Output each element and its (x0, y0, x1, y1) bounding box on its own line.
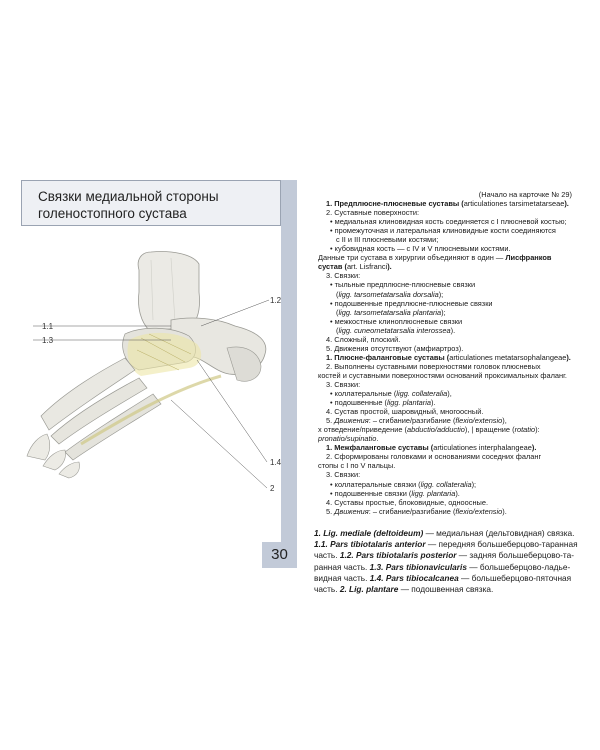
text-span: — задняя большеберцово-та- (456, 550, 575, 561)
text-span: articulationes tarsimetatarseae (463, 199, 565, 209)
text-span: ligg. collateralia (420, 479, 472, 489)
page-number: 30 (262, 542, 297, 568)
text-span: Движения (334, 416, 369, 426)
figure-caption (314, 528, 582, 595)
text-line (318, 389, 580, 398)
text-span: articulationes interphalangeae (433, 443, 532, 453)
text-span: Лисфранков (505, 253, 552, 263)
text-span: flexio/extensio (455, 416, 503, 426)
text-body (318, 190, 580, 516)
text-line (318, 507, 580, 516)
text-line (318, 407, 580, 416)
text-line (318, 217, 580, 226)
text-span: 5. (326, 416, 335, 426)
text-line (314, 528, 582, 539)
text-line (318, 416, 580, 425)
text-span: Движения (334, 506, 369, 516)
text-span: — медиальная (дельтовидная) связка. (423, 528, 575, 538)
text-span: 5. (326, 506, 335, 516)
text-line (318, 299, 580, 308)
text-span: • медиальная клиновидная кость соединяется с I плюсневой костью; (330, 217, 567, 227)
text-span: ligg. plantaria (411, 488, 456, 498)
text-span: • коллатеральные связки ( (330, 479, 421, 489)
text-span: 1. Межфаланговые суставы ( (326, 443, 434, 453)
text-span: ). (387, 262, 392, 272)
text-span: костей и суставными поверхностями оснований проксимальных фаланг. (318, 370, 567, 380)
text-span: 1.2. Pars tibiotalaris posterior (339, 550, 457, 561)
text-line (318, 480, 580, 489)
text-span: ); (471, 479, 477, 489)
text-line (318, 199, 580, 208)
text-span: ligg. plantaria (387, 398, 431, 408)
text-line (318, 461, 580, 470)
text-span: ligg. tarsometatarsalia dorsalia (338, 289, 439, 299)
text-span: ). (502, 506, 507, 516)
text-line (318, 443, 580, 452)
text-line (318, 398, 580, 407)
text-line (318, 489, 580, 498)
text-span: 1. Плюсне-фаланговые суставы ( (326, 352, 450, 362)
text-lines (318, 199, 580, 516)
text-span: ). (564, 199, 569, 209)
text-span: • тыльные предплюсне-плюсневые связки (330, 280, 476, 290)
text-span: ). (450, 325, 456, 335)
text-line (318, 344, 580, 353)
text-span: ( (336, 307, 339, 317)
text-line (318, 362, 580, 371)
text-line (314, 539, 582, 550)
text-line (318, 253, 580, 262)
text-span: 2. Выполнены суставными поверхностями головок плюсневых (326, 361, 541, 371)
text-span: abductio/adductio (406, 425, 465, 435)
text-line (318, 308, 580, 317)
text-span: • коллатеральные ( (330, 389, 397, 399)
text-line (318, 271, 580, 280)
text-line (318, 425, 580, 434)
text-line (314, 584, 582, 595)
text-span: ), (447, 389, 452, 399)
text-span: ). (531, 443, 537, 453)
text-line (318, 326, 580, 335)
text-span: • подошвенные связки ( (330, 488, 412, 498)
text-span: 2. Lig. plantare (339, 583, 399, 594)
text-span: • подошвенные ( (330, 398, 387, 408)
text-span: • подошвенные предплюсне-плюсневые связки (330, 298, 493, 308)
callout-label: 1.1 (42, 322, 54, 331)
text-line (314, 573, 582, 584)
text-span: 1.3. Pars tibionavicularis (369, 561, 467, 572)
text-span: 3. Связки: (326, 271, 361, 281)
text-span: 1.4. Pars tibiocalcanea (369, 572, 459, 583)
text-span: ligg. cuneometatarsalia interossea (338, 325, 451, 335)
text-line (318, 380, 580, 389)
text-line (314, 550, 582, 561)
continuation-note: (Начало на карточке № 29) (478, 190, 572, 199)
text-span: articulationes metatarsophalangeae (449, 352, 567, 362)
text-line (314, 562, 582, 573)
callout-label: 1.4 (270, 458, 282, 467)
text-span: ligg. collateralia (396, 389, 448, 399)
text-span: часть. (314, 550, 340, 561)
text-span: с II и III плюсневыми костями; (336, 235, 439, 245)
text-line (318, 335, 580, 344)
text-line (318, 226, 580, 235)
text-span: 3. Связки: (326, 379, 361, 389)
text-span: 2. Суставные поверхности: (326, 208, 419, 218)
text-span: 1.1. Pars tibiotalaris anterior (314, 539, 426, 550)
text-span: ). (430, 398, 436, 408)
text-span: ранная часть. (314, 561, 370, 572)
text-line (318, 280, 580, 289)
text-line (318, 452, 580, 461)
text-span: ). (566, 352, 571, 362)
text-span: ligg. tarsometatarsalia plantaria (338, 307, 442, 317)
text-line (318, 470, 580, 479)
text-span: часть. (314, 583, 340, 594)
text-line (318, 434, 580, 443)
text-span: ). (455, 488, 460, 498)
text-span: видная часть. (314, 572, 370, 583)
text-span: art. Lisfranci (346, 262, 388, 272)
text-span: — передняя большеберцово-таранная (425, 539, 578, 550)
text-span: 5. Движения отсутствуют (амфиартроз). (326, 343, 464, 353)
text-span: ): (535, 425, 540, 435)
text-span: ( (336, 289, 339, 299)
text-span: . (376, 434, 379, 444)
text-line (318, 371, 580, 380)
text-line (318, 498, 580, 507)
text-span: стопы с I по V пальцы. (318, 461, 396, 471)
text-span: 1. Lig. mediale (deltoideum) (314, 528, 424, 538)
card-title (21, 180, 281, 226)
text-line (318, 235, 580, 244)
text-span: ), (502, 416, 507, 426)
text-span: rotatio (514, 425, 536, 435)
text-span: ); (441, 307, 446, 317)
text-span: : – сгибание/разгибание ( (368, 506, 456, 516)
text-span: • межкостные клинoплюсневые связки (330, 316, 463, 326)
text-span: ( (336, 325, 339, 335)
text-span: сустав ( (318, 262, 347, 272)
text-line (318, 208, 580, 217)
text-line (318, 244, 580, 253)
title-line-2: голеностопного сустава (38, 206, 187, 221)
text-line (318, 290, 580, 299)
title-stripe (281, 180, 297, 568)
text-span: 4. Сложный, плоский. (326, 334, 401, 344)
text-line (318, 353, 580, 362)
text-span: ); (438, 289, 444, 299)
foot-illustration (21, 230, 281, 540)
text-span: 1. Предплюсне-плюсневые суставы ( (326, 199, 464, 209)
text-span: Данные три сустава в хирургии объединяют в один — (318, 253, 506, 263)
text-span: : – сгибание/разгибание ( (368, 416, 456, 426)
text-span: 4. Сустав простой, шаровидный, многоосный. (326, 407, 484, 417)
title-line-1: Связки медиальной стороны (38, 189, 219, 204)
text-span: flexio/extensio (455, 506, 503, 516)
text-span: — подошвенная связка. (398, 583, 494, 594)
callout-label: 2 (270, 484, 275, 493)
callout-label: 1.2 (270, 296, 282, 305)
text-span: 4. Суставы простые, блоковидные, одноосные. (326, 497, 489, 507)
text-span: • промежуточная и латеральная клиновидные кости соединяются (330, 226, 556, 236)
text-line (318, 262, 580, 271)
text-span: ), | вращение ( (464, 425, 515, 435)
text-span: • кубовидная кость — с IV и V плюсневыми костями. (330, 244, 511, 254)
text-span: — большеберцово-пяточная (458, 572, 572, 583)
text-span: 3. Связки: (326, 470, 361, 480)
text-span: pronatio/supinatio (318, 434, 377, 444)
text-span: — большеберцово-ладье- (466, 561, 571, 572)
text-span: 2. Сформированы головками и основаниями соседних фаланг (326, 452, 542, 462)
text-line (318, 317, 580, 326)
callout-label: 1.3 (42, 336, 54, 345)
text-span: х отведение/приведение ( (318, 425, 407, 435)
